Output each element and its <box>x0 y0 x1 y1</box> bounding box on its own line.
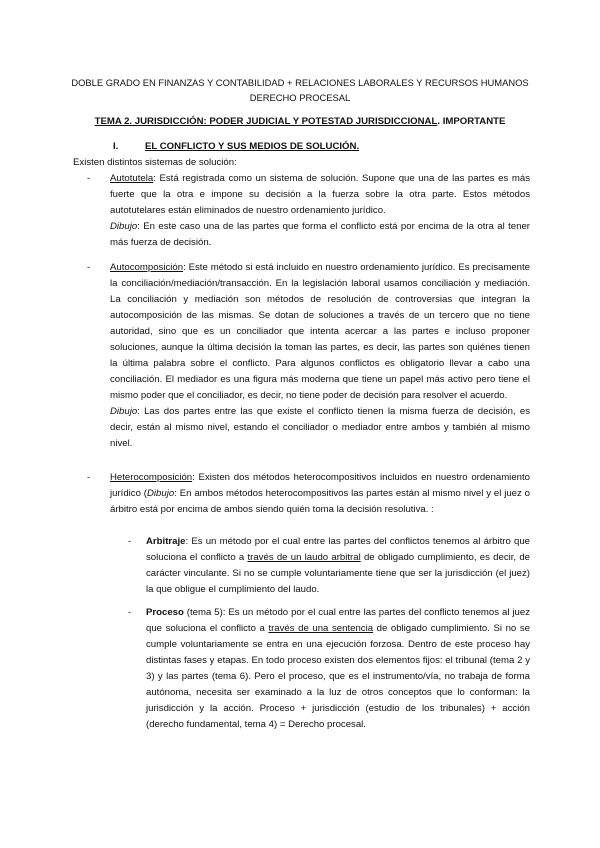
sub-bullet-dash: - <box>128 536 132 547</box>
sub-item-text: : Es un método por el cual entre las partes del conflicto tenemos al juez que soluciona el conflicto a <box>146 607 530 634</box>
list-item-autotutela <box>110 171 530 251</box>
sub-item-arbitraje <box>146 534 530 598</box>
term-suffix: (tema 5) <box>183 607 223 618</box>
sub-item-text-continued: de obligado cumplimiento. Si no se cumple voluntariamente se entra en una ejecución forzosa. Dentro de este proceso hay distintas fases y etapas. En todo proceso existen dos elementos fijos: el tribunal (tema 2 y 3) y las partes (tema 6). Pero el proceso, que es el instrumento/vía, no trabaja de forma autónoma, necesita ser examinado a la luz de otros conceptos que lo conforman: la jurisdicción y la acción. Proceso + jurisdicción (estudio de los tribunales) + acción (derecho fundamental, tema 4) = Derecho procesal. <box>146 623 530 730</box>
list-item-autocomposicion <box>110 260 530 452</box>
sub-item-text: : Es un método por el cual entre las partes del conflictos tenemos al árbitro que soluciona el conflicto a <box>146 536 530 563</box>
bullet-dash: - <box>87 472 91 483</box>
item-text: : Está registrada como un sistema de solución. Supone que una de las partes es más fuerte que la otra e impone su decisión a la fuerza sobre la otra parte. Estos métodos autotutelares están eliminados de nuestro ordenamiento jurídico. <box>110 173 530 216</box>
list-item-heterocomposicion <box>110 470 530 518</box>
note-label: Dibujo <box>110 221 138 232</box>
header-subject: DERECHO PROCESAL <box>249 92 351 103</box>
item-text-continued: : En ambos métodos heterocompositivos las partes están al mismo nivel y el juez o árbitro está por encima de ambos siendo quién toma la decisión resolutiva. : <box>110 488 530 515</box>
note-label: Dibujo <box>110 406 138 417</box>
sub-item-proceso <box>146 605 530 733</box>
item-text: : Existen dos métodos heterocompositivos incluidos en nuestro ordenamiento jurídico ( <box>110 472 530 499</box>
page-title <box>60 114 540 130</box>
note-text: : En este caso una de las partes que forma el conflicto está por encima de la otra al tener más fuerza de decisión. <box>110 221 530 248</box>
underlined-phrase: través de una sentencia <box>268 623 374 634</box>
title-suffix: . IMPORTANTE <box>437 116 506 127</box>
underlined-phrase: través de un laudo arbitral <box>247 552 361 563</box>
bullet-dash: - <box>87 173 91 184</box>
header-degree: DOBLE GRADO EN FINANZAS Y CONTABILIDAD + RELACIONES LABORALES Y RECURSOS HUMANOS <box>71 77 529 88</box>
term-heterocomposicion: Heterocomposición <box>110 472 193 483</box>
sub-item-text-continued: de obligado cumplimiento, es decir, de carácter vinculante. Si no se cumple voluntariamente tiene que ser la jurisdicción (el juez) la que obligue el cumplimiento del laudo. <box>146 552 530 595</box>
sub-bullet-dash: - <box>128 607 132 618</box>
term-arbitraje: Arbitraje <box>146 536 186 547</box>
item-text: : Este método si está incluido en nuestro ordenamiento jurídico. Es precisamente la conciliación/mediación/transacción. En la legislación laboral usamos conciliación y mediación. La conciliación y mediación son métodos de resolución de controversias que integran la autocomposición de las mismas. Se dotan de soluciones a través de un tercero que no tiene autoridad, sino que es un conciliador que intenta acercar a las partes e incluso proponer soluciones, aunque la última decisión la toman las partes, es decir, las partes son quiénes tienen la última palabra sobre el conflicto. Para algunos conflictos es obligatorio llevar a cabo una conciliación. El mediador es una figura más moderna que tiene un papel más activo pero tiene el mismo poder que el conciliador, es decir, no tiene poder de decisión para resolver el acuerdo. <box>110 262 530 401</box>
term-proceso: Proceso <box>146 607 184 618</box>
term-autotutela: Autotutela <box>110 173 154 184</box>
section-title: EL CONFLICTO Y SUS MEDIOS DE SOLUCIÓN. <box>145 141 360 152</box>
bullet-dash: - <box>87 262 91 273</box>
note-text: : Las dos partes entre las que existe el conflicto tienen la misma fuerza de decisión, es decir, están al mismo nivel, estando el conciliador o mediador entre ambos y también al mismo nivel. <box>110 406 530 449</box>
intro-text: Existen distintos sistemas de solución: <box>73 157 237 168</box>
section-number: I. <box>113 141 119 152</box>
note-label: Dibujo <box>147 488 175 499</box>
term-autocomposicion: Autocomposición <box>110 262 184 273</box>
title-main: TEMA 2. JURISDICCIÓN: PODER JUDICIAL Y POTESTAD JURISDICCIONAL <box>94 116 438 127</box>
